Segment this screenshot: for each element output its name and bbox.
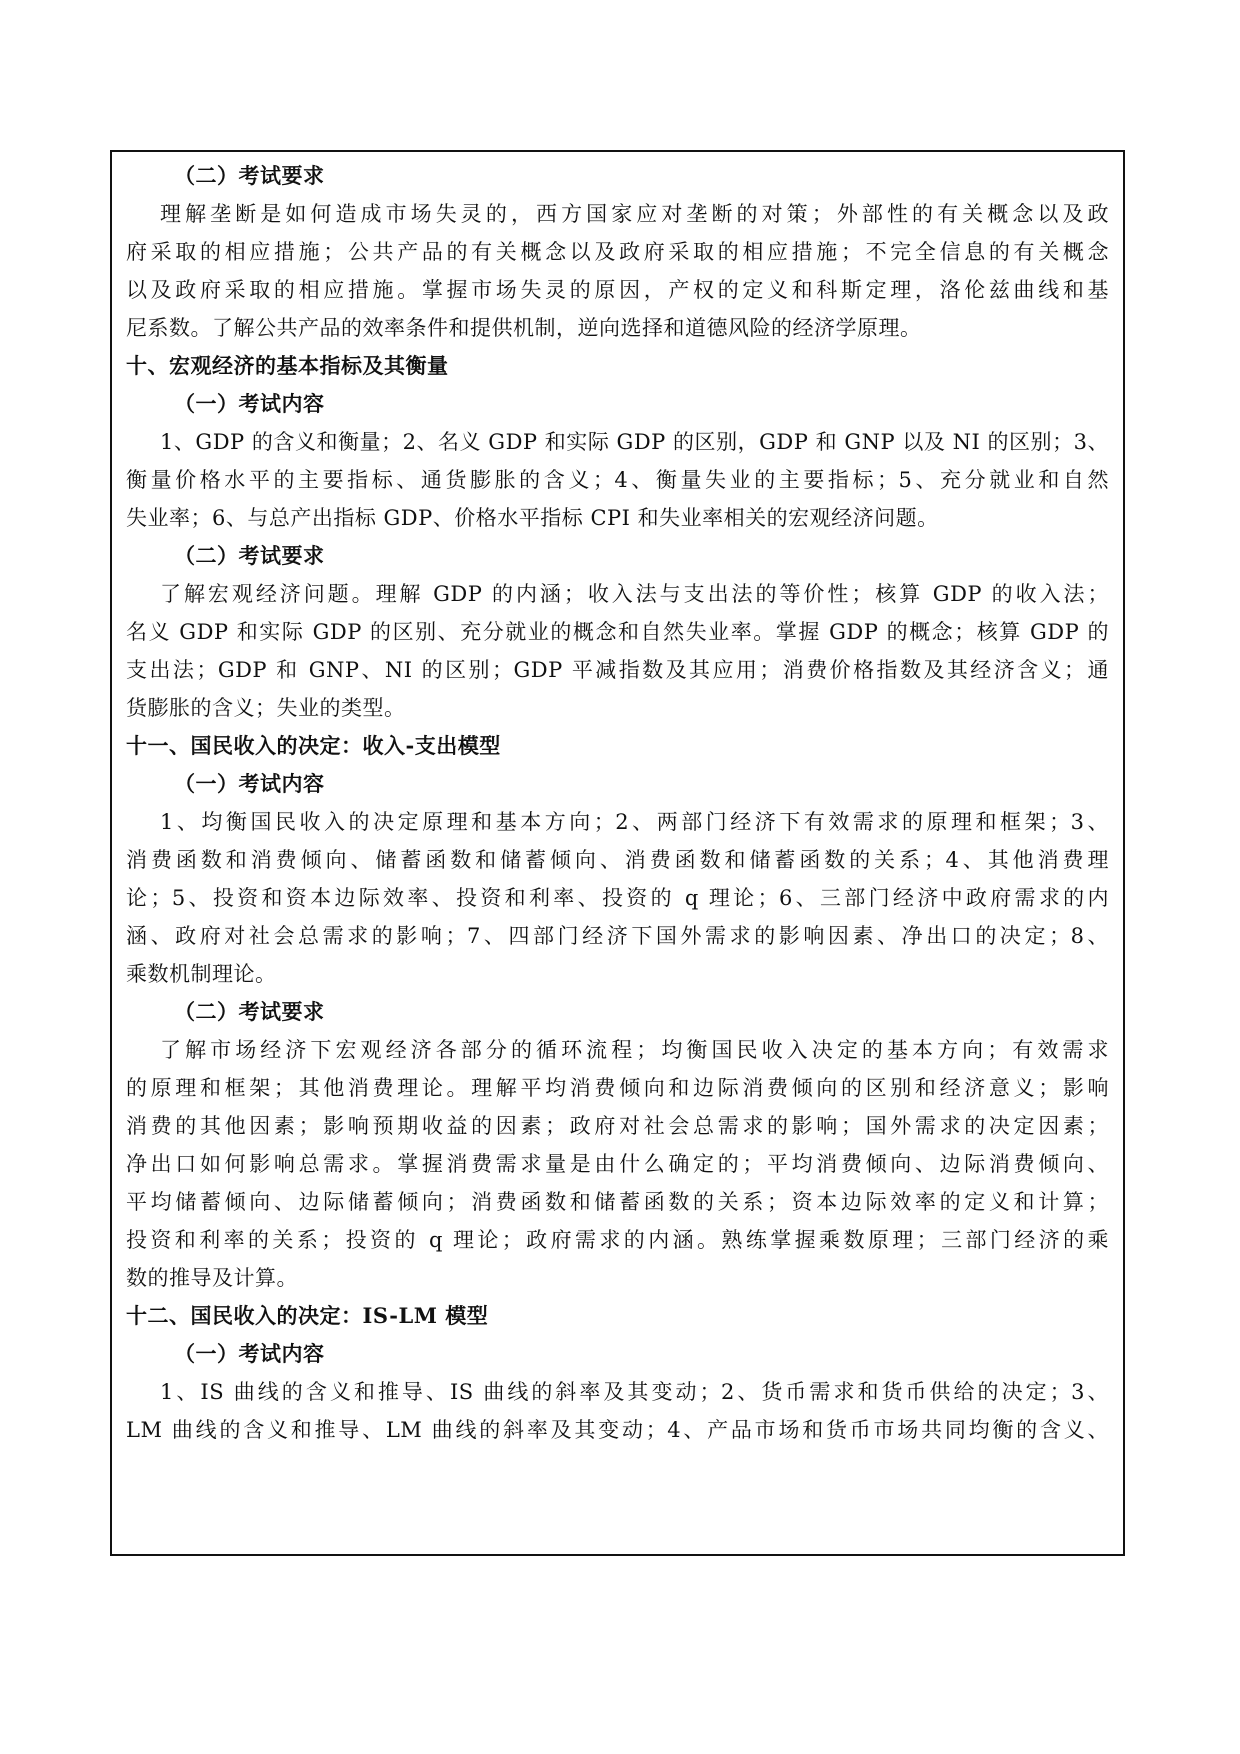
paragraph-line: 数的推导及计算。 — [126, 1266, 298, 1290]
paragraph-line: 衡量价格水平的主要指标、通货膨胀的含义；4、衡量失业的主要指标；5、充分就业和自然 — [126, 468, 1109, 492]
paragraph-line: 1、IS 曲线的含义和推导、IS 曲线的斜率及其变动；2、货币需求和货币供给的决定；3、 — [160, 1380, 1109, 1404]
subheading-exam-requirements: （二）考试要求 — [174, 543, 325, 568]
paragraph-line: 了解宏观经济问题。理解 GDP 的内涵；收入法与支出法的等价性；核算 GDP 的收入法； — [160, 582, 1109, 606]
section-heading-11: 十一、国民收入的决定：收入-支出模型 — [126, 733, 501, 758]
paragraph-line: 失业率；6、与总产出指标 GDP、价格水平指标 CPI 和失业率相关的宏观经济问题。 — [126, 506, 939, 530]
paragraph-line: 名义 GDP 和实际 GDP 的区别、充分就业的概念和自然失业率。掌握 GDP 的概念；核算 GDP 的 — [126, 620, 1109, 644]
subheading-exam-requirements: （二）考试要求 — [174, 999, 325, 1024]
paragraph-line: 1、GDP 的含义和衡量；2、名义 GDP 和实际 GDP 的区别，GDP 和 GNP 以及 NI 的区别；3、 — [160, 430, 1109, 454]
paragraph-line: 了解市场经济下宏观经济各部分的循环流程；均衡国民收入决定的基本方向；有效需求 — [160, 1038, 1109, 1062]
paragraph-line: 论；5、投资和资本边际效率、投资和利率、投资的 q 理论；6、三部门经济中政府需求的内 — [126, 886, 1109, 910]
paragraph-line: 1、均衡国民收入的决定原理和基本方向；2、两部门经济下有效需求的原理和框架；3、 — [160, 810, 1109, 834]
paragraph-line: 投资和利率的关系；投资的 q 理论；政府需求的内涵。熟练掌握乘数原理；三部门经济的乘 — [126, 1228, 1109, 1252]
paragraph-line: 涵、政府对社会总需求的影响；7、四部门经济下国外需求的影响因素、净出口的决定；8、 — [126, 924, 1109, 948]
paragraph-line: 尼系数。了解公共产品的效率条件和提供机制，逆向选择和道德风险的经济学原理。 — [126, 316, 922, 340]
paragraph-line: 平均储蓄倾向、边际储蓄倾向；消费函数和储蓄函数的关系；资本边际效率的定义和计算； — [126, 1190, 1109, 1214]
paragraph-line: LM 曲线的含义和推导、LM 曲线的斜率及其变动；4、产品市场和货币市场共同均衡的含义、 — [126, 1418, 1109, 1442]
section-heading-10: 十、宏观经济的基本指标及其衡量 — [126, 353, 449, 378]
subheading-exam-content: （一）考试内容 — [174, 1341, 325, 1366]
paragraph-line: 府采取的相应措施；公共产品的有关概念以及政府采取的相应措施；不完全信息的有关概念 — [126, 240, 1109, 264]
subheading-exam-requirements: （二）考试要求 — [174, 163, 325, 188]
section-heading-12: 十二、国民收入的决定：IS-LM 模型 — [126, 1303, 489, 1328]
paragraph-line: 货膨胀的含义；失业的类型。 — [126, 696, 406, 720]
paragraph-line: 理解垄断是如何造成市场失灵的，西方国家应对垄断的对策；外部性的有关概念以及政 — [160, 202, 1109, 226]
paragraph-line: 的原理和框架；其他消费理论。理解平均消费倾向和边际消费倾向的区别和经济意义；影响 — [126, 1076, 1109, 1100]
subheading-exam-content: （一）考试内容 — [174, 391, 325, 416]
paragraph-line: 消费函数和消费倾向、储蓄函数和储蓄倾向、消费函数和储蓄函数的关系；4、其他消费理 — [126, 848, 1109, 872]
subheading-exam-content: （一）考试内容 — [174, 771, 325, 796]
paragraph-line: 支出法；GDP 和 GNP、NI 的区别；GDP 平减指数及其应用；消费价格指数及其经济含义；通 — [126, 658, 1109, 682]
paragraph-line: 消费的其他因素；影响预期收益的因素；政府对社会总需求的影响；国外需求的决定因素； — [126, 1114, 1109, 1138]
paragraph-line: 以及政府采取的相应措施。掌握市场失灵的原因，产权的定义和科斯定理，洛伦兹曲线和基 — [126, 278, 1109, 302]
paragraph-line: 乘数机制理论。 — [126, 962, 277, 986]
paragraph-line: 净出口如何影响总需求。掌握消费需求量是由什么确定的；平均消费倾向、边际消费倾向、 — [126, 1152, 1109, 1176]
document-frame — [110, 150, 1125, 1556]
